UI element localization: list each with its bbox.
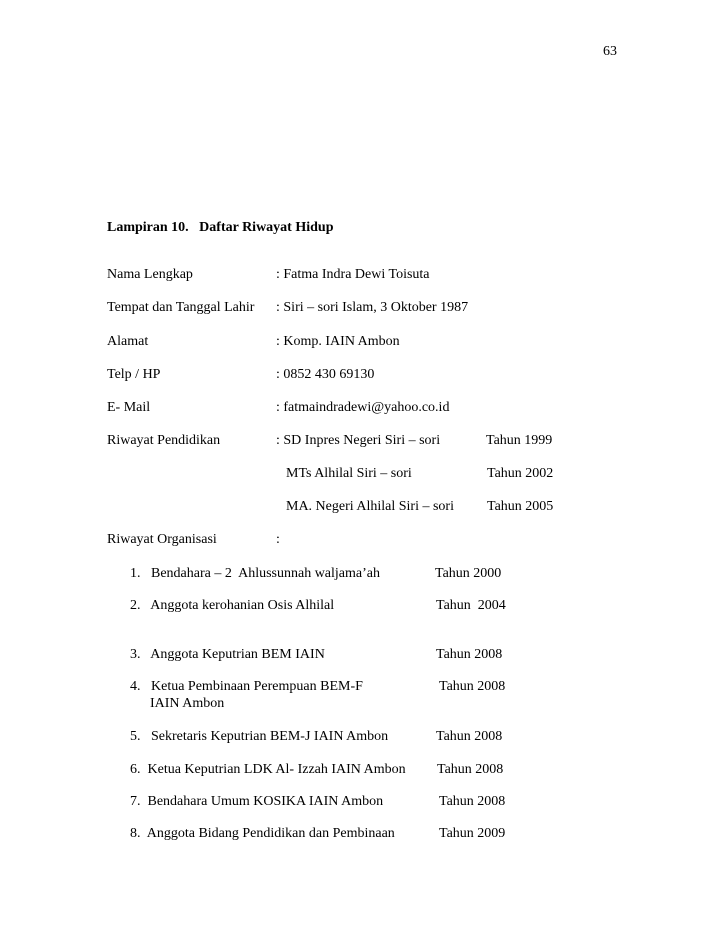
organization-year: Tahun 2004 xyxy=(436,598,506,613)
value-email: : fatmaindradewi@yahoo.co.id xyxy=(276,400,450,415)
education-year: Tahun 2002 xyxy=(487,466,554,481)
organization-year: Tahun 2008 xyxy=(436,647,503,662)
label-telp: Telp / HP xyxy=(107,367,161,382)
value-tempat-tanggal-lahir: : Siri – sori Islam, 3 Oktober 1987 xyxy=(276,300,469,315)
value-telp: : 0852 430 69130 xyxy=(276,367,375,382)
education-school: MTs Alhilal Siri – sori xyxy=(286,466,412,481)
page-number: 63 xyxy=(603,44,617,59)
education-school: MA. Negeri Alhilal Siri – sori xyxy=(286,499,454,514)
appendix-heading: Lampiran 10. Daftar Riwayat Hidup xyxy=(107,220,334,235)
value-alamat: : Komp. IAIN Ambon xyxy=(276,334,400,349)
education-year: Tahun 1999 xyxy=(486,433,553,448)
organization-item: 1. Bendahara – 2 Ahlussunnah waljama’ah xyxy=(130,566,380,581)
label-riwayat-organisasi: Riwayat Organisasi xyxy=(107,532,217,547)
organization-year: Tahun 2009 xyxy=(439,826,506,841)
organization-item: 4. Ketua Pembinaan Perempuan BEM-F xyxy=(130,679,363,694)
label-riwayat-pendidikan: Riwayat Pendidikan xyxy=(107,433,221,448)
label-alamat: Alamat xyxy=(107,334,149,349)
organization-item: 6. Ketua Keputrian LDK Al- Izzah IAIN Ambon xyxy=(130,762,406,777)
education-school: : SD Inpres Negeri Siri – sori xyxy=(276,433,441,448)
organization-year: Tahun 2008 xyxy=(436,729,503,744)
organization-item: 2. Anggota kerohanian Osis Alhilal xyxy=(130,598,335,613)
organization-item: 8. Anggota Bidang Pendidikan dan Pembinaan xyxy=(130,826,395,841)
organization-year: Tahun 2008 xyxy=(439,679,506,694)
organization-year: Tahun 2008 xyxy=(437,762,504,777)
label-tempat-tanggal-lahir: Tempat dan Tanggal Lahir xyxy=(107,300,255,315)
organization-item: 3. Anggota Keputrian BEM IAIN xyxy=(130,647,325,662)
organization-item: 7. Bendahara Umum KOSIKA IAIN Ambon xyxy=(130,794,384,809)
organization-colon: : xyxy=(276,532,280,547)
education-year: Tahun 2005 xyxy=(487,499,554,514)
organization-item-continuation: IAIN Ambon xyxy=(150,696,225,711)
organization-year: Tahun 2000 xyxy=(435,566,502,581)
label-email: E- Mail xyxy=(107,400,151,415)
label-nama-lengkap: Nama Lengkap xyxy=(107,267,193,282)
organization-year: Tahun 2008 xyxy=(439,794,506,809)
organization-item: 5. Sekretaris Keputrian BEM-J IAIN Ambon xyxy=(130,729,389,744)
value-nama-lengkap: : Fatma Indra Dewi Toisuta xyxy=(276,267,430,282)
